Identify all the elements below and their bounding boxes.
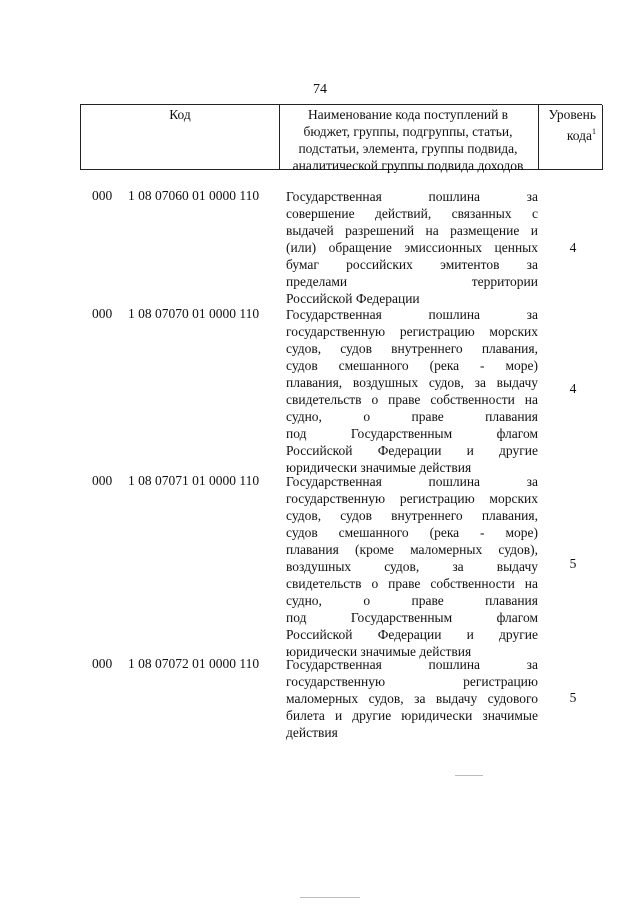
name-line: Государственная пошлина за bbox=[286, 474, 538, 489]
level-value: 5 bbox=[569, 556, 577, 571]
revenue-code: 1 08 07060 01 0000 110 bbox=[128, 188, 260, 203]
name-line: судов смешанного (река - море) bbox=[286, 358, 538, 373]
name-line: маломерных судов, за выдачу судового bbox=[286, 691, 538, 706]
name-line: государственную регистрацию морских bbox=[286, 491, 538, 506]
name-line: Государственная пошлина за bbox=[286, 307, 538, 322]
name-line: государственную регистрацию морских bbox=[286, 324, 538, 339]
header-level-word: кода bbox=[566, 128, 592, 143]
name-line: юридически значимые действия bbox=[286, 460, 472, 475]
name-line: судно, о праве плавания bbox=[286, 593, 538, 608]
table-header bbox=[80, 104, 602, 173]
level-value: 4 bbox=[569, 240, 577, 255]
revenue-name bbox=[286, 656, 538, 741]
name-line: государственную регистрацию bbox=[286, 674, 538, 689]
header-name bbox=[278, 105, 538, 173]
header-name-line: подстатьи, элемента, группы подвида, bbox=[298, 141, 518, 156]
footnote-mark: 1 bbox=[592, 127, 596, 136]
name-line: воздушных судов, за выдачу bbox=[286, 559, 538, 574]
header-level-line bbox=[539, 123, 602, 144]
name-line: судов, судов внутреннего плавания, bbox=[286, 341, 538, 356]
name-line: Государственная пошлина за bbox=[286, 657, 538, 672]
name-line: билета и другие юридически значимые bbox=[286, 708, 538, 723]
admin-code: 000 bbox=[92, 306, 113, 321]
name-line: действия bbox=[286, 725, 338, 740]
name-line: свидетельств о праве собственности на bbox=[286, 392, 538, 407]
name-line: выдачей разрешений на размещение и bbox=[286, 223, 538, 238]
name-line: бумаг российских эмитентов за bbox=[286, 257, 538, 272]
revenue-code: 1 08 07072 01 0000 110 bbox=[128, 656, 260, 671]
name-line: Государственная пошлина за bbox=[286, 189, 538, 204]
admin-code: 000 bbox=[92, 188, 113, 203]
name-line: пределами территории bbox=[286, 274, 538, 289]
revenue-code: 1 08 07070 01 0000 110 bbox=[128, 306, 260, 321]
level-value: 5 bbox=[569, 690, 577, 705]
level-value: 4 bbox=[569, 381, 577, 396]
name-line: Российской Федерации bbox=[286, 291, 420, 306]
name-line: свидетельств о праве собственности на bbox=[286, 576, 538, 591]
revenue-code: 1 08 07071 01 0000 110 bbox=[128, 473, 260, 488]
admin-code: 000 bbox=[92, 473, 113, 488]
name-line: юридически значимые действия bbox=[286, 644, 472, 659]
name-line: под Государственным флагом bbox=[286, 610, 538, 625]
name-line: судов смешанного (река - море) bbox=[286, 525, 538, 540]
name-line: совершение действий, связанных с bbox=[286, 206, 538, 221]
name-line: (или) обращение эмиссионных ценных bbox=[286, 240, 538, 255]
header-name-line: Наименование кода поступлений в bbox=[307, 107, 509, 122]
scan-mark bbox=[455, 775, 483, 776]
name-line: плавания (кроме маломерных судов), bbox=[286, 542, 538, 557]
revenue-name bbox=[286, 473, 538, 660]
scan-mark bbox=[300, 897, 360, 898]
name-line: под Государственным флагом bbox=[286, 426, 538, 441]
header-level bbox=[538, 105, 603, 170]
name-line: Российской Федерации и другие bbox=[286, 627, 538, 642]
header-code: Код bbox=[80, 105, 280, 170]
header-name-line: бюджет, группы, подгруппы, статьи, bbox=[303, 124, 513, 139]
revenue-name bbox=[286, 188, 538, 307]
name-line: судно, о праве плавания bbox=[286, 409, 538, 424]
header-level-line: Уровень bbox=[548, 107, 596, 122]
name-line: судов, судов внутреннего плавания, bbox=[286, 508, 538, 523]
page-number: 74 bbox=[313, 82, 327, 97]
name-line: Российской Федерации и другие bbox=[286, 443, 538, 458]
name-line: плавания, воздушных судов, за выдачу bbox=[286, 375, 538, 390]
revenue-name bbox=[286, 306, 538, 476]
header-name-line: аналитической группы подвида доходов bbox=[292, 158, 524, 173]
admin-code: 000 bbox=[92, 656, 113, 671]
